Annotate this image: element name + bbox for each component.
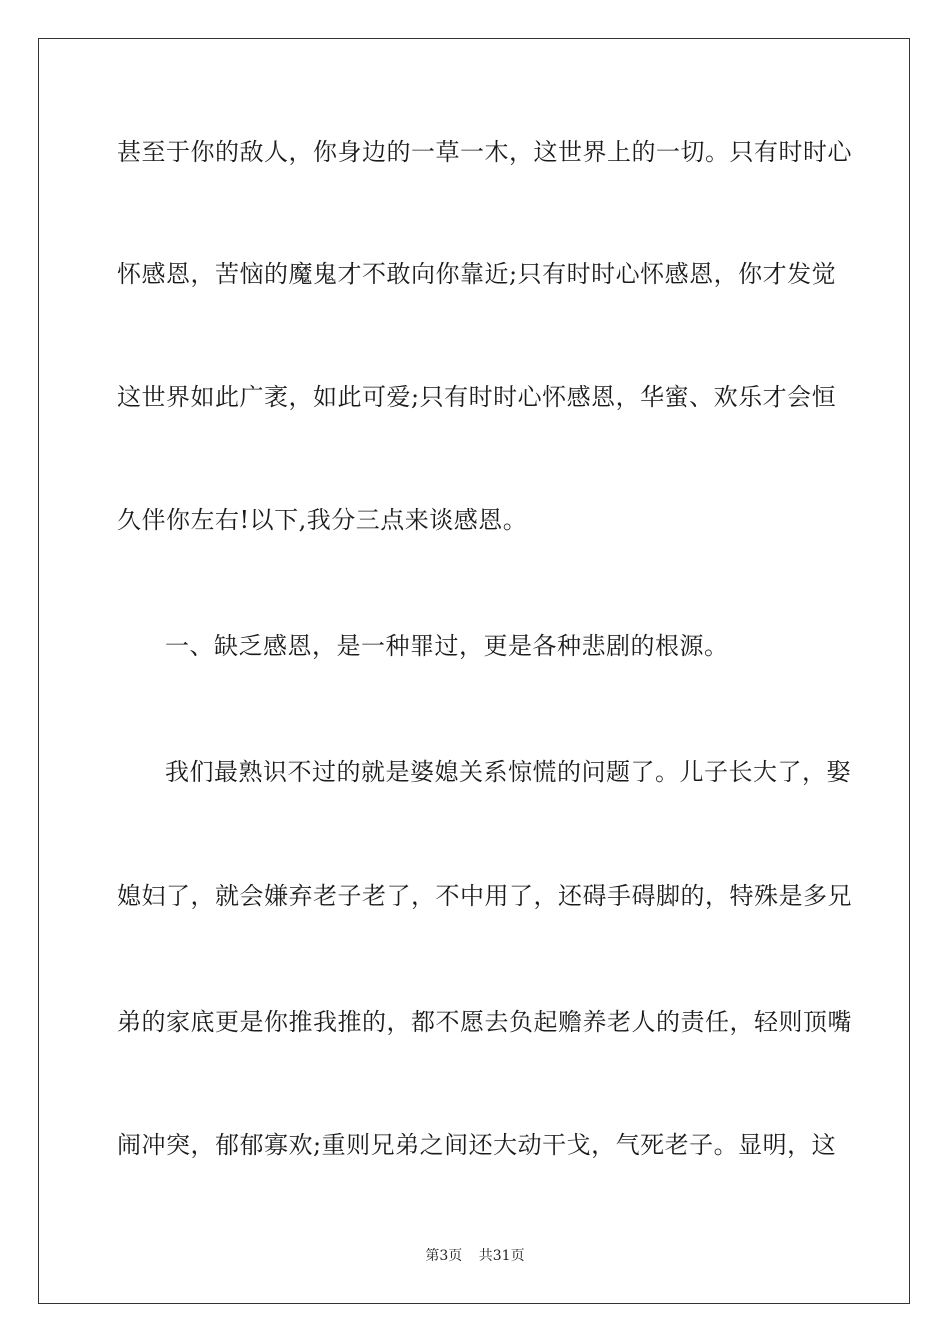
text-line: 怀感恩，苦恼的魔鬼才不敢向你靠近;只有时时心怀感恩，你才发觉 (117, 260, 837, 288)
text-line: 媳妇了，就会嫌弃老子老了，不中用了，还碍手碍脚的，特殊是多兄 (117, 882, 852, 910)
text-line: 闹冲突，郁郁寡欢;重则兄弟之间还大动干戈，气死老子。显明，这 (117, 1131, 837, 1159)
text-line: 久伴你左右!以下,我分三点来谈感恩。 (117, 506, 528, 534)
text-line: 这世界如此广袤，如此可爱;只有时时心怀感恩，华蜜、欢乐才会恒 (117, 383, 837, 411)
text-line: 甚至于你的敌人，你身边的一草一木，这世界上的一切。只有时时心 (117, 138, 852, 166)
text-line: 我们最熟识不过的就是婆媳关系惊慌的问题了。儿子长大了，娶 (165, 758, 851, 786)
page-footer (0, 1248, 950, 1264)
page-border (38, 38, 910, 1304)
section-heading: 一、缺乏感恩，是一种罪过，更是各种悲剧的根源。 (165, 632, 729, 660)
page-number: 第3页 (425, 1248, 463, 1264)
text-line: 弟的家底更是你推我推的，都不愿去负起赡养老人的责任，轻则顶嘴 (117, 1008, 852, 1036)
page-total: 共31页 (478, 1248, 525, 1264)
